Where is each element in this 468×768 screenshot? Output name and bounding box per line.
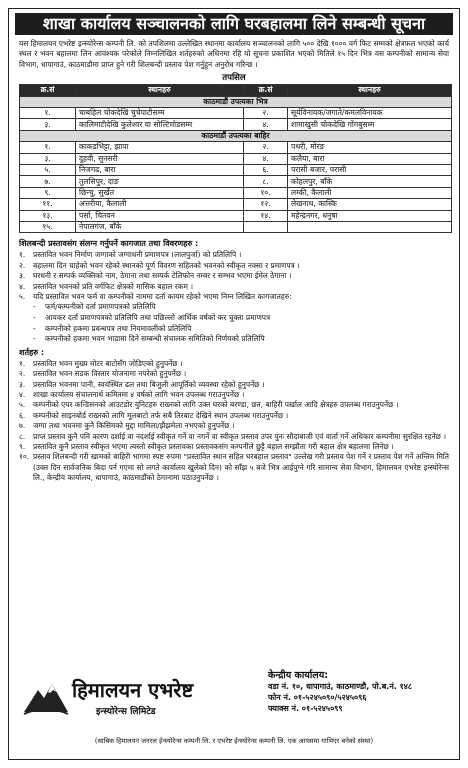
- company-name: हिमालयन एभरेष्ट: [72, 678, 194, 702]
- document-item: [19, 271, 449, 281]
- item-number: ४.: [19, 281, 26, 291]
- col-header-sn: क्र.सं: [244, 85, 288, 96]
- row-location: तुलसिपुर, दाङ: [76, 176, 244, 187]
- table-row: [20, 210, 452, 221]
- table-header-row: [20, 85, 452, 96]
- row-location: कालिमाटीदेखि कुलेश्वर वा सोल्टिमोडसम्म: [76, 119, 244, 130]
- term-item: [19, 442, 449, 452]
- item-number: २.: [19, 260, 26, 270]
- item-number: ६.: [19, 410, 26, 420]
- company-logo: [22, 672, 222, 728]
- row-location: परासी बजार, परासी: [288, 164, 452, 175]
- document-subitem: [33, 313, 449, 324]
- row-number: ४.: [244, 153, 288, 164]
- row-number: ५.: [20, 164, 76, 175]
- item-text: कम्पनीको साइनबोर्ड राख्नको लागि मूलबाटो तर्फ सबै तिरबाट देखिने स्थान उपलब्ध गराउनुपर्नेछ ।: [33, 410, 289, 420]
- table-row: [20, 119, 452, 130]
- row-location: पथरी, मोरङ: [288, 142, 452, 153]
- item-number: २.: [19, 369, 26, 379]
- row-location: दुहवी, सुनसरी: [76, 153, 244, 164]
- row-number: ३.: [20, 119, 76, 130]
- office-address: वडा नं. १०, धापागाउं, काठमाण्डौ, पो.ब.नं. १४८: [268, 682, 413, 691]
- document-subitem: [33, 302, 449, 313]
- table-row: [20, 187, 452, 198]
- document-item: [19, 261, 449, 271]
- item-text: प्रस्तावित भवन निर्माण जग्गाको जग्गाधनी प्रमाणपत्र (लालपुर्जा) को प्रतिलिपि ।: [33, 250, 242, 260]
- group-label: काठमाडौं उपत्यका भित्र: [20, 96, 452, 107]
- table-row: [20, 153, 452, 164]
- intro-paragraph: यस हिमालयन एभरेष्ट इन्स्योरेन्स कम्पनी लि. को तपशिलमा उल्लेखित स्थानमा कार्यालय सञ्चालनको लागि ५०० देखि १००० वर्ग फिट सम्मको क्षेत्रफल भएको कार्य स्थल र भवन बहालमा लिन आवश्यक परेकोले निम्नलिखित शर्तहरुको अधिनमा रहि यो सूचना प्रकाशित भएको मितिले १५ दिन भित्र यस कम्पनीको सामान्य सेवा विभाग, धापागाउं, काठमाडौमा प्राप्त हुने गरी शिलबन्दी प्रस्ताव पेश गर्नुहुन अनुरोध गरिन्छ ।: [19, 39, 449, 69]
- item-text: प्राप्त प्रस्ताव कुनै पनि कारण दर्शाई वा नदर्शाई स्वीकृत गर्ने वा नगर्ने वा स्वीकृत प्रस्ताव उपर पुनः सौदाबाजी एवं वार्ता गर्ने अधिकार कम्पनीमा सुरक्षित रहनेछ ।: [33, 431, 447, 441]
- document-item: [19, 250, 449, 260]
- item-number: १.: [19, 358, 26, 368]
- office-heading: केन्द्रीय कार्यालय:: [268, 670, 329, 681]
- row-number: ६.: [244, 164, 288, 175]
- col-header-location: स्थानहरु: [288, 85, 452, 96]
- row-number: १५.: [20, 221, 76, 232]
- item-text: यदि प्रस्तावित भवन फर्म वा कम्पनीको नाममा दर्ता कायम रहेको भएमा निम्न लिखित कागजातहरु:: [33, 291, 292, 301]
- table-row: [20, 164, 452, 175]
- row-number: १०.: [244, 187, 288, 198]
- col-header-location: स्थानहरु: [76, 85, 244, 96]
- term-item: [19, 421, 449, 431]
- row-location: लेखनाथ, कास्कि: [288, 199, 452, 210]
- office-fax: फ्याक्स नं. ०१-५२४५०९९: [268, 704, 343, 713]
- footer: [22, 668, 432, 730]
- row-location: निजगढ, बारा: [76, 164, 244, 175]
- item-number: ३.: [19, 379, 26, 389]
- row-location: कोहलपुर, बाँके: [288, 176, 452, 187]
- row-number: २.: [244, 108, 288, 119]
- row-location: सूर्यविनायक/जगाते/कमलविनायक: [288, 108, 452, 119]
- document-item: [19, 292, 449, 302]
- documents-list: [9, 250, 459, 344]
- row-number: ९.: [20, 187, 76, 198]
- row-location: [288, 221, 452, 232]
- row-number: ८.: [244, 176, 288, 187]
- table-row: [20, 142, 452, 153]
- term-item: [19, 432, 449, 442]
- item-number: ५.: [19, 291, 26, 301]
- row-location: महेन्द्रनगर, धनुषा: [288, 210, 452, 221]
- row-number: १३.: [20, 210, 76, 221]
- table-group-row: [20, 96, 452, 107]
- item-number: ४.: [19, 389, 26, 399]
- item-text: प्रस्तावित भवनको प्रति वर्गफिट क्षेत्रको मासिक बहाल रकम ।: [33, 281, 194, 291]
- mountain-logo-icon: [22, 676, 70, 716]
- item-text: प्रस्तावित कुनै प्रस्ताव स्वीकृत भएमा त्यस्तो स्वीकृत प्रस्तावका प्रस्तावकसंग कम्पनीले छुट्टै बहाल सम्झौता गरी बहाल क्षेत्र बहालमा लिनेछ ।: [33, 441, 394, 451]
- term-item: [19, 390, 449, 400]
- row-number: १.: [20, 142, 76, 153]
- table-row: [20, 199, 452, 210]
- row-location: काकडभिट्टा, झापा: [76, 142, 244, 153]
- document-item: [19, 282, 449, 292]
- document-subitem: [33, 334, 449, 345]
- bullet-dash: -: [33, 334, 36, 344]
- row-number: ३.: [20, 153, 76, 164]
- row-location: लम्की, कैलाली: [288, 187, 452, 198]
- document-subitem: [33, 324, 449, 335]
- item-text: घरधनी र सम्पर्क व्यक्तिको नाम, ठेगाना तथा सम्पर्क टेलिफोन नम्बर र सम्भव भएमा ईमेल ठेगाना ।: [33, 271, 292, 281]
- terms-heading: शर्तहरु :: [19, 347, 45, 357]
- item-number: १०.: [19, 452, 30, 462]
- item-text: शाखा कार्यालय संचालनार्थ कमितमा ४ वर्षको लागि भवन उपलब्ध गराउनुपर्नेछ ।: [33, 389, 245, 399]
- term-item: [19, 369, 449, 379]
- item-text: बहालमा दिन चाहेको भवन रहेको स्थानको पूर्ण विवरण सहितको भवनको स्वीकृत नक्सा र प्रमाणपत्र ।: [33, 260, 300, 270]
- office-address-block: [268, 670, 412, 714]
- term-item: [19, 452, 449, 483]
- row-location: अत्तरीया, कैलाली: [76, 199, 244, 210]
- table-row: [20, 108, 452, 119]
- locations-table: [19, 84, 452, 233]
- documents-heading: शिलबन्दी प्रस्तावसंग संलग्न गर्नुपर्ने कागजात तथा विवरणहरु :: [19, 239, 199, 249]
- table-row: [20, 221, 452, 232]
- notice-title: शाखा कार्यालय सञ्चालनको लागि घरबहालमा लिने सम्बन्धी सूचना: [15, 13, 453, 35]
- subitem-text: फर्म/कम्पनीको दर्ता प्रमाणपत्रको प्रतिलिपि: [45, 302, 156, 312]
- row-location: शामाखुसी चोकदेखि गोंगबुसम्म: [288, 119, 452, 130]
- row-number: १४.: [244, 210, 288, 221]
- item-number: ९.: [19, 441, 26, 451]
- item-number: ३.: [19, 271, 26, 281]
- subitem-text: आयकर दर्ता प्रमाणपत्रको प्रतिलिपि तथा पछिल्लो आर्थिक वर्षको कर चुक्ता प्रमाणपत्र: [45, 312, 271, 322]
- item-text: प्रस्तावित भवन सडक विस्तार योजनामा नपरेको हुनुपर्नेछ ।: [33, 369, 187, 379]
- table-group-row: [20, 130, 452, 141]
- row-number: ७.: [20, 176, 76, 187]
- item-text: प्रस्तावित भवन मुख्य मोटर बाटोसँग जोडिएको हुनुपर्नेछ ।: [33, 358, 183, 368]
- schedule-heading: तपसिल: [222, 73, 246, 84]
- bullet-dash: -: [33, 302, 36, 312]
- office-phone: फोन नं. ०१-५२४५०९०/५२४५०९६: [268, 693, 367, 702]
- group-label: काठमाडौं उपत्यका बाहिर: [20, 130, 452, 141]
- row-number: [244, 221, 288, 232]
- item-number: ५.: [19, 400, 26, 410]
- item-text: कम्पनीको एयर कन्डिसनको आउटडोर युनिटहरु राख्नको लागि उक्त घरको बरण्डा, छत, बाहिरी पर्खाल आदि क्षेत्रहरु उपलब्ध गराउनुपर्नेछ ।: [33, 400, 399, 410]
- row-number: ४.: [244, 119, 288, 130]
- bullet-dash: -: [33, 323, 36, 333]
- col-header-sn: क्र.सं: [20, 85, 76, 96]
- row-number: १२.: [244, 199, 288, 210]
- bullet-dash: -: [33, 312, 36, 322]
- term-item: [19, 400, 449, 410]
- item-text: प्रस्ताव शिलबन्दी गरी खामको बाहिरी भागमा स्पष्ट रुपमा "प्रस्तावित स्थान सहित घरबहाल प्रस्ताव" उल्लेख गरी प्रस्ताव पेश गर्ने र प्रस्ताव पेश गर्ने अन्तिम मिति (उक्त दिन सार्वजनिक बिदा पर्न गएमा सो लगते कार्यालय खुलेको दिन) को साँझ ५ बजे भित्र आईपुग्ने गरि सामान्य सेवा विभाग, हिमालयन एभरेष्ट इन्स्योरेन्स लि., केन्द्रीय कार्यालय, धापागाउं, काठमाडौंको ठेगानामा पठाउनुपर्नेछ ।: [33, 452, 449, 483]
- row-location: नेपालगंज, बाँके: [76, 221, 244, 232]
- row-location: कलैया, बारा: [288, 153, 452, 164]
- row-location: चाबहिल चोकदेखि चुचेपाटीसम्म: [76, 108, 244, 119]
- row-number: ११.: [20, 199, 76, 210]
- merger-note: (साबिक हिमालयन जनरल ईन्स्योरेन्स कम्पनी लि. र एभरेष्ट ईन्स्योरेन्स कम्पनी लि. एक आपसमा गाभिएर बनेको संस्था): [94, 737, 374, 745]
- row-location: पर्सा, चितवन: [76, 210, 244, 221]
- item-text: प्रस्तावित भवनमा पानी, स्वयंस्थित ढल तथा बिजुली आपूर्तिको व्यवस्था रहेको हुनुपर्नेछ ।: [33, 379, 265, 389]
- row-number: १.: [20, 108, 76, 119]
- table-row: [20, 176, 452, 187]
- company-subname: इन्स्योरेन्स लिमिटेड: [96, 707, 156, 717]
- item-number: ७.: [19, 421, 26, 431]
- item-text: जग्गा तथा भवनमा कुनै किसिमको मुद्दा मामिला/झैझमेला नभएको हुनुपर्नेछ ।: [33, 421, 235, 431]
- subitem-text: कम्पनीको हकमा प्रबन्धपत्र तथा नियमावलीको प्रतिलिपि: [45, 323, 192, 333]
- item-number: १.: [19, 250, 26, 260]
- row-location: छिन्चु, सुर्खेत: [76, 187, 244, 198]
- term-item: [19, 380, 449, 390]
- term-item: [19, 411, 449, 421]
- item-number: ८.: [19, 431, 26, 441]
- row-number: २.: [244, 142, 288, 153]
- subitem-text: कम्पनीको हकमा भवन भाडामा दिने सम्बन्धी संचालक समितिको निर्णयको प्रतिलिपि: [45, 334, 265, 344]
- term-item: [19, 359, 449, 369]
- terms-list: [9, 359, 459, 484]
- notice-page: [8, 8, 460, 760]
